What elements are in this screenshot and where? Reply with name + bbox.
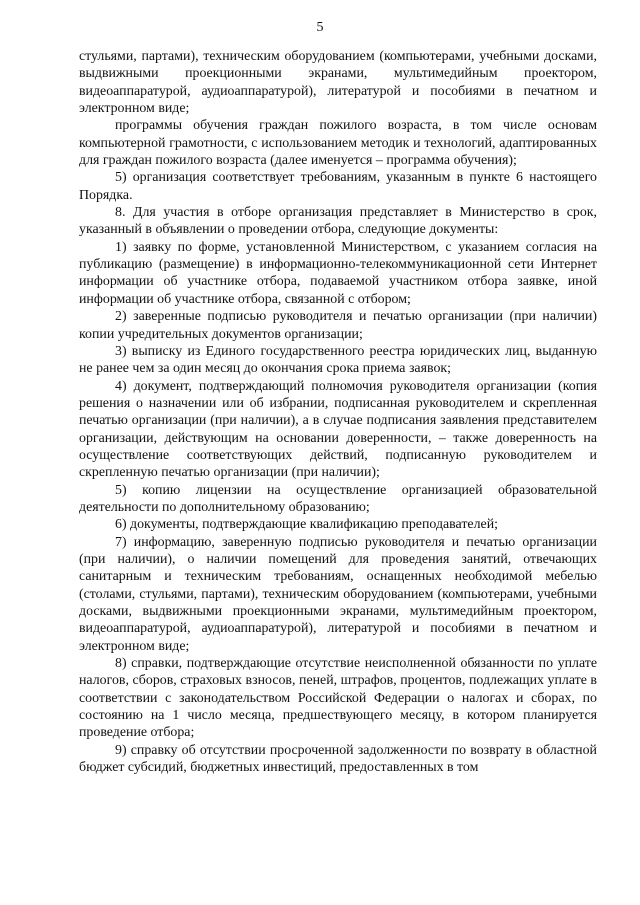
list-item-8-tax-certificates: 8) справки, подтверждающие отсутствие неисполненной обязанности по уплате налогов, сборов, страховых взносов, пеней, штрафов, процентов, подлежащих уплате в соответствии с законодательством Российской Федерации о налогах и сборах, по состоянию на 1 число месяца, предшествующего месяцу, в котором планируется проведение отбора;: [79, 656, 597, 741]
list-item-2-founding-documents: 2) заверенные подписью руководителя и печатью организации (при наличии) копии учредительных документов организации;: [79, 309, 597, 342]
page-number: 5: [316, 20, 324, 35]
list-item-9-debt-certificate: 9) справку об отсутствии просроченной задолженности по возврату в областной бюджет субсидий, бюджетных инвестиций, предоставленных в том: [79, 742, 597, 776]
list-item-6-qualifications: 6) документы, подтверждающие квалификацию преподавателей;: [115, 517, 498, 533]
paragraph-training-program: программы обучения граждан пожилого возраста, в том числе основам компьютерной грамотности, с использованием методик и технологий, адаптированных для граждан пожилого возраста (далее именуется – программа обучения);: [79, 118, 597, 169]
list-item-3-registry-extract: 3) выписку из Единого государственного реестра юридических лиц, выданную не ранее чем за один месяц до окончания срока приема заявок;: [79, 343, 597, 377]
list-item-5-license: 5) копию лицензии на осуществление организацией образовательной деятельности по дополнительному образованию;: [79, 482, 597, 515]
paragraph-item-5-requirements: 5) организация соответствует требованиям, указанным в пункте 6 настоящего Порядка.: [79, 170, 597, 203]
paragraph-clause-8: 8. Для участия в отборе организация представляет в Министерство в срок, указанный в объявлении о проведении отбора, следующие документы:: [79, 205, 597, 238]
list-item-4-authority-document: 4) документ, подтверждающий полномочия руководителя организации (копия решения о назначении или об избрании, подписанная руководителем и скрепленная печатью организации (при наличии), а в случае подписания заявления представителем организации, действующим на основании доверенности, – также доверенность на осуществление соответствующих действий, подписанную руководителем и скрепленную печатью организации (при наличии);: [79, 378, 597, 481]
paragraph-continuation: стульями, партами), техническим оборудованием (компьютерами, учебными досками, выдвижными проекционными экранами, мультимедийным проектором, видеоаппаратурой, аудиоаппаратурой), литературой и пособиями в печатном и электронном виде;: [79, 49, 597, 117]
document-body: [79, 48, 597, 776]
list-item-1-application: 1) заявку по форме, установленной Министерством, с указанием согласия на публикацию (размещение) в информационно-телекоммуникационной сети Интернет информации об участнике отбора, подаваемой участником отбора заявке, иной информации об участнике отбора, связанной с отбором;: [79, 239, 597, 307]
list-item-7-premises-info: 7) информацию, заверенную подписью руководителя и печатью организации (при наличии), о наличии помещений для проведения занятий, отвечающих санитарным и техническим требованиям, оснащенных необходимой мебелью (столами, стульями, партами), техническим оборудованием (компьютерами, учебными досками, выдвижными проекционными экранами, мультимедийным проектором, видеоаппаратурой, аудиоаппаратурой), литературой и пособиями в печатном и электронном виде;: [79, 534, 597, 654]
